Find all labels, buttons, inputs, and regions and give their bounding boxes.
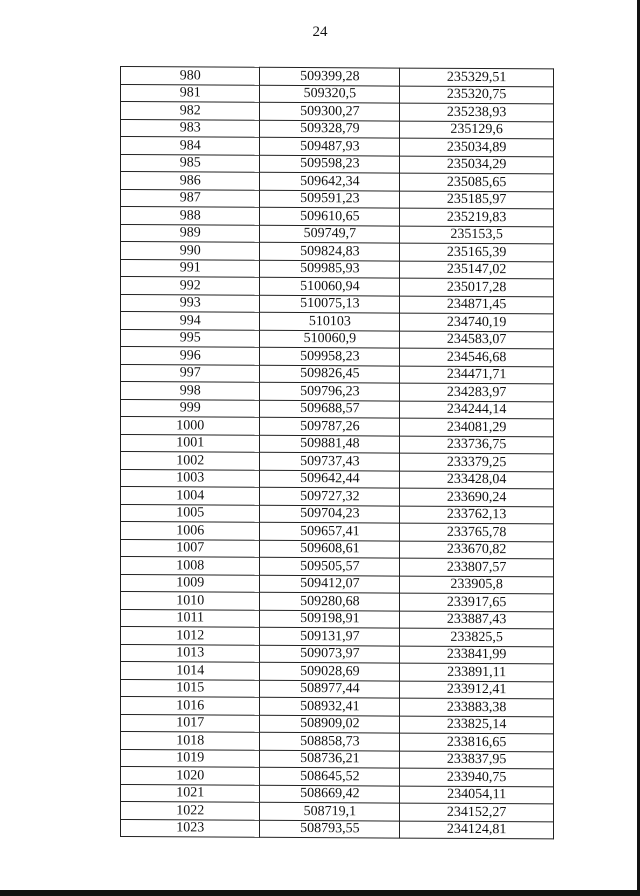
x-coordinate-cell: 509505,57 [260, 557, 400, 575]
table-row [121, 539, 554, 559]
point-number-cell: 992 [121, 277, 260, 295]
point-number-cell: 1013 [121, 644, 260, 662]
point-number-cell: 988 [121, 207, 260, 225]
table-row [121, 347, 554, 367]
table-row [121, 452, 554, 472]
x-coordinate-cell: 508793,55 [260, 820, 400, 838]
y-coordinate-cell: 233905,8 [400, 576, 554, 594]
point-number-cell: 1000 [121, 417, 260, 435]
y-coordinate-cell: 235034,29 [400, 156, 554, 174]
point-number-cell: 1012 [121, 627, 260, 645]
y-coordinate-cell: 233670,82 [400, 541, 554, 559]
table-row [121, 784, 554, 804]
table-row [121, 154, 554, 174]
x-coordinate-cell: 509688,57 [260, 400, 400, 418]
y-coordinate-cell: 233428,04 [400, 471, 554, 489]
y-coordinate-cell: 233816,65 [400, 733, 554, 751]
point-number-cell: 1011 [121, 609, 260, 627]
y-coordinate-cell: 234244,14 [400, 401, 554, 419]
y-coordinate-cell: 234054,11 [400, 786, 554, 804]
table-row [121, 399, 554, 419]
y-coordinate-cell: 235034,89 [400, 138, 554, 156]
y-coordinate-cell: 235153,5 [400, 226, 554, 244]
point-number-cell: 991 [121, 259, 260, 277]
x-coordinate-cell: 509280,68 [260, 592, 400, 610]
table-row [121, 67, 554, 87]
coordinates-table [120, 66, 554, 839]
y-coordinate-cell: 235129,6 [400, 121, 554, 139]
x-coordinate-cell: 509608,61 [260, 540, 400, 558]
y-coordinate-cell: 235238,93 [400, 103, 554, 121]
y-coordinate-cell: 235165,39 [400, 243, 554, 261]
point-number-cell: 990 [121, 242, 260, 260]
table-row [121, 749, 554, 769]
point-number-cell: 998 [121, 382, 260, 400]
table-row [121, 119, 554, 139]
point-number-cell: 981 [121, 84, 260, 102]
point-number-cell: 1023 [121, 819, 260, 837]
x-coordinate-cell: 508858,73 [260, 732, 400, 750]
table-row [121, 592, 554, 612]
x-coordinate-cell: 508977,44 [260, 680, 400, 698]
table-row [121, 294, 554, 314]
point-number-cell: 1002 [121, 452, 260, 470]
table-row [121, 609, 554, 629]
coordinates-table-body [121, 67, 554, 839]
table-row [121, 644, 554, 664]
x-coordinate-cell: 509796,23 [260, 382, 400, 400]
y-coordinate-cell: 233887,43 [400, 611, 554, 629]
x-coordinate-cell: 509642,44 [260, 470, 400, 488]
x-coordinate-cell: 508736,21 [260, 750, 400, 768]
table-row [121, 522, 554, 542]
point-number-cell: 980 [121, 67, 260, 85]
point-number-cell: 995 [121, 329, 260, 347]
y-coordinate-cell: 233825,14 [400, 716, 554, 734]
point-number-cell: 1016 [121, 697, 260, 715]
y-coordinate-cell: 235320,75 [400, 86, 554, 104]
table-row [121, 259, 554, 279]
x-coordinate-cell: 509598,23 [260, 155, 400, 173]
y-coordinate-cell: 233883,38 [400, 698, 554, 716]
table-row [121, 312, 554, 332]
point-number-cell: 1018 [121, 732, 260, 750]
x-coordinate-cell: 509198,91 [260, 610, 400, 628]
y-coordinate-cell: 233912,41 [400, 681, 554, 699]
x-coordinate-cell: 509073,97 [260, 645, 400, 663]
point-number-cell: 985 [121, 154, 260, 172]
point-number-cell: 983 [121, 119, 260, 137]
table-row [121, 224, 554, 244]
point-number-cell: 1009 [121, 574, 260, 592]
y-coordinate-cell: 233807,57 [400, 558, 554, 576]
x-coordinate-cell: 510103 [260, 312, 400, 330]
point-number-cell: 996 [121, 347, 260, 365]
x-coordinate-cell: 509881,48 [260, 435, 400, 453]
table-row [121, 382, 554, 402]
x-coordinate-cell: 509131,97 [260, 627, 400, 645]
x-coordinate-cell: 509749,7 [260, 225, 400, 243]
point-number-cell: 989 [121, 224, 260, 242]
table-row [121, 487, 554, 507]
y-coordinate-cell: 233917,65 [400, 593, 554, 611]
point-number-cell: 997 [121, 364, 260, 382]
scan-edge-bottom [0, 890, 640, 896]
table-row [121, 504, 554, 524]
y-coordinate-cell: 234583,07 [400, 331, 554, 349]
point-number-cell: 994 [121, 312, 260, 330]
y-coordinate-cell: 233762,13 [400, 506, 554, 524]
x-coordinate-cell: 509826,45 [260, 365, 400, 383]
x-coordinate-cell: 509487,93 [260, 137, 400, 155]
y-coordinate-cell: 235219,83 [400, 208, 554, 226]
y-coordinate-cell: 235147,02 [400, 261, 554, 279]
table-row [121, 329, 554, 349]
table-row [121, 102, 554, 122]
table-row [121, 434, 554, 454]
table-row [121, 137, 554, 157]
point-number-cell: 1006 [121, 522, 260, 540]
table-row [121, 732, 554, 752]
point-number-cell: 1015 [121, 679, 260, 697]
point-number-cell: 993 [121, 294, 260, 312]
y-coordinate-cell: 233690,24 [400, 488, 554, 506]
point-number-cell: 999 [121, 399, 260, 417]
table-row [121, 84, 554, 104]
point-number-cell: 1005 [121, 504, 260, 522]
x-coordinate-cell: 509787,26 [260, 417, 400, 435]
x-coordinate-cell: 509642,34 [260, 172, 400, 190]
x-coordinate-cell: 509704,23 [260, 505, 400, 523]
table-row [121, 802, 554, 822]
y-coordinate-cell: 234081,29 [400, 418, 554, 436]
x-coordinate-cell: 509320,5 [260, 85, 400, 103]
x-coordinate-cell: 510060,9 [260, 330, 400, 348]
y-coordinate-cell: 233891,11 [400, 663, 554, 681]
page-number: 24 [312, 24, 328, 40]
point-number-cell: 1019 [121, 749, 260, 767]
y-coordinate-cell: 233825,5 [400, 628, 554, 646]
table-row [121, 767, 554, 787]
coordinates-table-wrapper [120, 66, 554, 839]
point-number-cell: 1014 [121, 662, 260, 680]
point-number-cell: 1001 [121, 434, 260, 452]
table-row [121, 697, 554, 717]
y-coordinate-cell: 233379,25 [400, 453, 554, 471]
y-coordinate-cell: 233765,78 [400, 523, 554, 541]
point-number-cell: 1017 [121, 714, 260, 732]
x-coordinate-cell: 509727,32 [260, 487, 400, 505]
x-coordinate-cell: 508645,52 [260, 767, 400, 785]
x-coordinate-cell: 508669,42 [260, 785, 400, 803]
x-coordinate-cell: 509328,79 [260, 120, 400, 138]
point-number-cell: 1003 [121, 469, 260, 487]
y-coordinate-cell: 234283,97 [400, 383, 554, 401]
table-row [121, 207, 554, 227]
table-row [121, 679, 554, 699]
table-row [121, 277, 554, 297]
table-row [121, 819, 554, 839]
x-coordinate-cell: 509985,93 [260, 260, 400, 278]
point-number-cell: 1022 [121, 802, 260, 820]
y-coordinate-cell: 235085,65 [400, 173, 554, 191]
x-coordinate-cell: 510075,13 [260, 295, 400, 313]
y-coordinate-cell: 235017,28 [400, 278, 554, 296]
x-coordinate-cell: 508909,02 [260, 715, 400, 733]
y-coordinate-cell: 234471,71 [400, 366, 554, 384]
point-number-cell: 987 [121, 189, 260, 207]
table-row [121, 242, 554, 262]
table-row [121, 364, 554, 384]
table-row [121, 189, 554, 209]
x-coordinate-cell: 509412,07 [260, 575, 400, 593]
table-row [121, 417, 554, 437]
y-coordinate-cell: 234124,81 [400, 821, 554, 839]
x-coordinate-cell: 509610,65 [260, 207, 400, 225]
x-coordinate-cell: 509737,43 [260, 452, 400, 470]
table-row [121, 574, 554, 594]
y-coordinate-cell: 233736,75 [400, 436, 554, 454]
x-coordinate-cell: 509958,23 [260, 347, 400, 365]
x-coordinate-cell: 508932,41 [260, 697, 400, 715]
x-coordinate-cell: 509591,23 [260, 190, 400, 208]
table-row [121, 172, 554, 192]
x-coordinate-cell: 509657,41 [260, 522, 400, 540]
y-coordinate-cell: 233940,75 [400, 768, 554, 786]
table-row [121, 469, 554, 489]
point-number-cell: 982 [121, 102, 260, 120]
point-number-cell: 1007 [121, 539, 260, 557]
y-coordinate-cell: 233841,99 [400, 646, 554, 664]
y-coordinate-cell: 235185,97 [400, 191, 554, 209]
point-number-cell: 984 [121, 137, 260, 155]
point-number-cell: 1004 [121, 487, 260, 505]
x-coordinate-cell: 509824,83 [260, 242, 400, 260]
point-number-cell: 1008 [121, 557, 260, 575]
x-coordinate-cell: 509399,28 [260, 67, 400, 85]
point-number-cell: 986 [121, 172, 260, 190]
table-row [121, 714, 554, 734]
y-coordinate-cell: 235329,51 [400, 68, 554, 86]
point-number-cell: 1010 [121, 592, 260, 610]
table-row [121, 627, 554, 647]
y-coordinate-cell: 234152,27 [400, 803, 554, 821]
table-row [121, 557, 554, 577]
x-coordinate-cell: 508719,1 [260, 802, 400, 820]
x-coordinate-cell: 510060,94 [260, 277, 400, 295]
y-coordinate-cell: 234871,45 [400, 296, 554, 314]
x-coordinate-cell: 509028,69 [260, 662, 400, 680]
x-coordinate-cell: 509300,27 [260, 102, 400, 120]
point-number-cell: 1021 [121, 784, 260, 802]
y-coordinate-cell: 234546,68 [400, 348, 554, 366]
table-row [121, 662, 554, 682]
y-coordinate-cell: 234740,19 [400, 313, 554, 331]
point-number-cell: 1020 [121, 767, 260, 785]
y-coordinate-cell: 233837,95 [400, 751, 554, 769]
